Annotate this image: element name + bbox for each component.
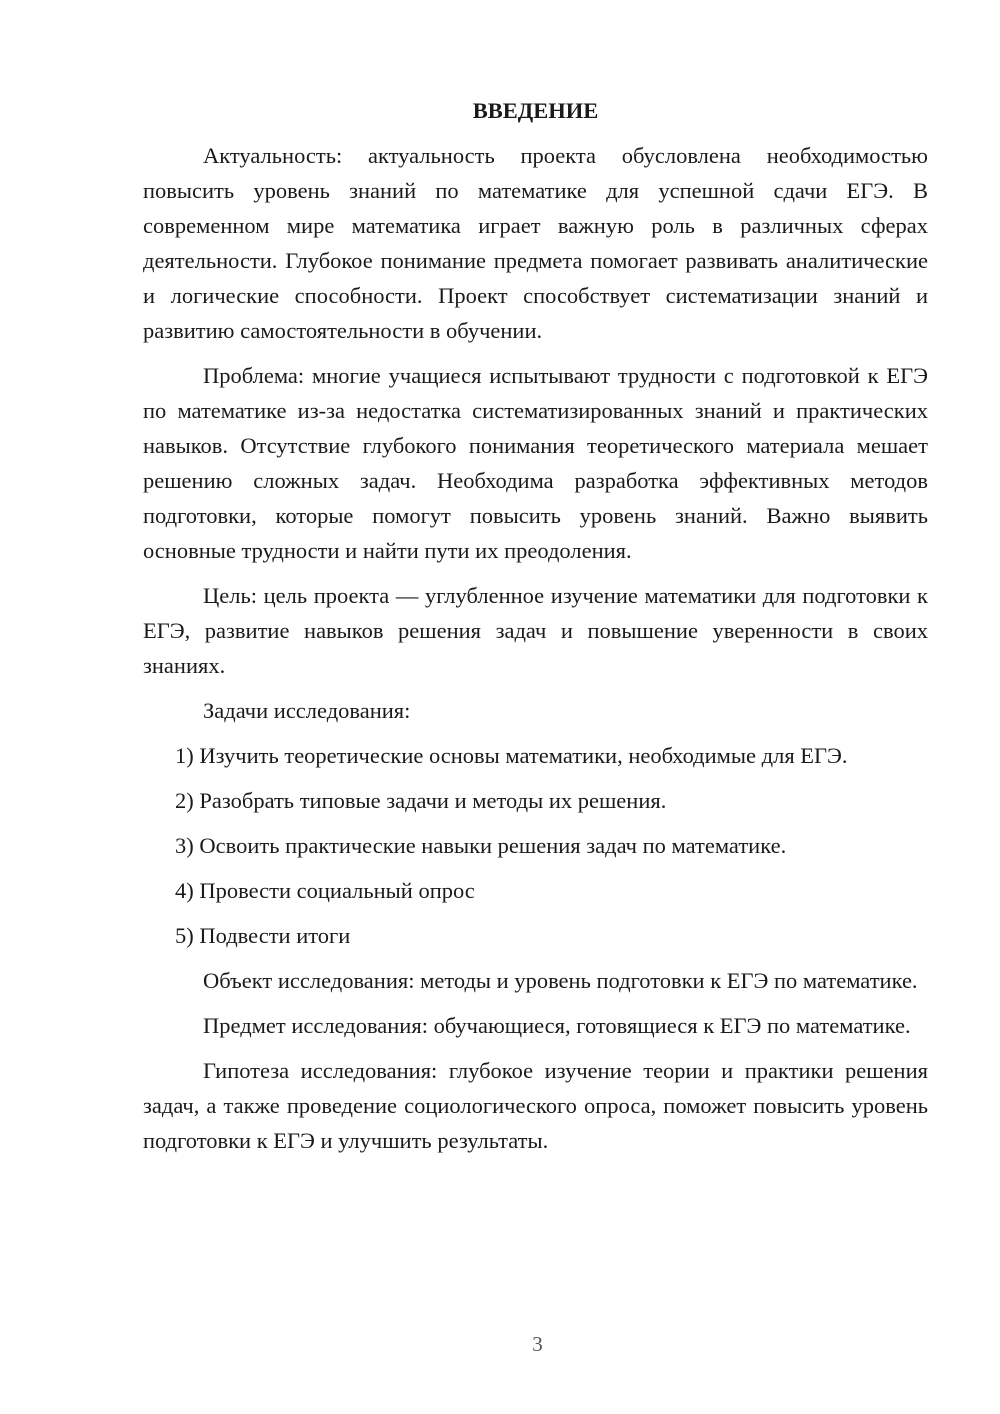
subject-paragraph: Предмет исследования: обучающиеся, готовящиеся к ЕГЭ по математике.: [203, 1013, 911, 1038]
document-body: [143, 93, 928, 1168]
page-number: 3: [532, 1332, 543, 1356]
object-paragraph: Объект исследования: методы и уровень подготовки к ЕГЭ по математике.: [203, 968, 918, 993]
section-title: ВВЕДЕНИЕ: [472, 98, 599, 123]
tasks-list: [143, 738, 928, 953]
list-item: 4) Провести социальный опрос: [175, 878, 475, 903]
list-item: 5) Подвести итоги: [175, 923, 351, 948]
tasks-heading: Задачи исследования:: [203, 698, 411, 723]
list-item: 1) Изучить теоретические основы математики, необходимые для ЕГЭ.: [175, 743, 848, 768]
goal-paragraph: Цель: цель проекта — углубленное изучение математики для подготовки к ЕГЭ, развитие навыков решения задач и повышение уверенности в своих знаниях.: [143, 583, 928, 678]
list-item: 2) Разобрать типовые задачи и методы их решения.: [175, 788, 667, 813]
relevance-paragraph: Актуальность: актуальность проекта обусловлена необходимостью повысить уровень знаний по математике для успешной сдачи ЕГЭ. В современном мире математика играет важную роль в различных сферах деятельности. Глубокое понимание предмета помогает развивать аналитические и логические способности. Проект способствует систематизации знаний и развитию самостоятельности в обучении.: [143, 143, 928, 343]
hypothesis-paragraph: Гипотеза исследования: глубокое изучение теории и практики решения задач, а также проведение социологического опроса, поможет повысить уровень подготовки к ЕГЭ и улучшить результаты.: [143, 1058, 928, 1153]
problem-paragraph: Проблема: многие учащиеся испытывают трудности с подготовкой к ЕГЭ по математике из-за недостатка систематизированных знаний и практических навыков. Отсутствие глубокого понимания теоретического материала мешает решению сложных задач. Необходима разработка эффективных методов подготовки, которые помогут повысить уровень знаний. Важно выявить основные трудности и найти пути их преодоления.: [143, 363, 928, 563]
list-item: 3) Освоить практические навыки решения задач по математике.: [175, 833, 787, 858]
